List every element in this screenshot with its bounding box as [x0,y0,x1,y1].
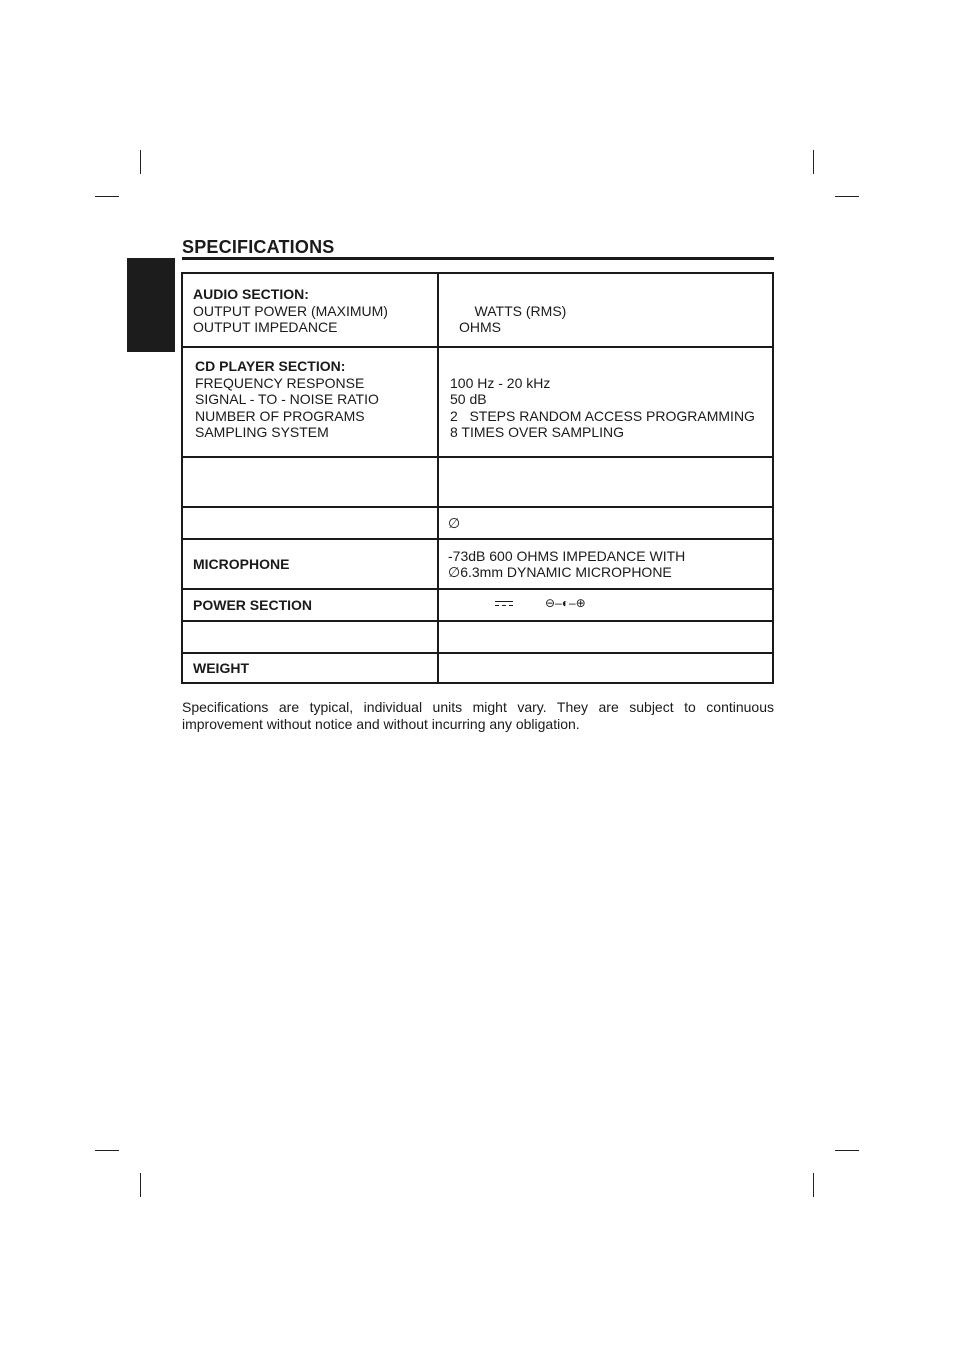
specifications-footnote: Specifications are typical, individual units might vary. They are subject to continuous improvement without notice and without incurring any obligation. [182,699,774,732]
title-underline [182,257,774,260]
crop-mark-top-left-vertical [140,150,141,174]
microphone-values [448,548,685,581]
specifications-table [181,272,774,684]
audio-label-output-impedance: OUTPUT IMPEDANCE [193,319,338,335]
cd-value-number-of-programs: 2 STEPS RANDOM ACCESS PROGRAMMING [450,407,755,424]
cd-labels [195,358,379,441]
phones-value: ∅ [448,515,461,531]
crop-mark-bottom-left-vertical [140,1173,141,1197]
language-side-tab [127,258,175,352]
crop-mark-top-right-horizontal [835,196,859,197]
crop-mark-top-right-vertical [813,150,814,174]
crop-mark-bottom-right-vertical [813,1173,814,1197]
crop-mark-top-left-horizontal [95,196,119,197]
cd-value-signal-to-noise: 50 dB [450,391,487,407]
row-blank [183,458,772,508]
row-weight [183,654,772,684]
audio-label-output-power: OUTPUT POWER (MAXIMUM) [193,302,388,319]
row-audio-section [183,274,772,348]
power-section-label: POWER SECTION [193,597,313,613]
row-cd-player-section [183,348,772,458]
microphone-value-impedance: -73dB 600 OHMS IMPEDANCE WITH [448,547,686,564]
dc-current-icon [495,601,513,609]
row-dimensions [183,622,772,654]
cd-label-sampling-system: SAMPLING SYSTEM [195,424,329,440]
row-power-section [183,590,772,622]
cd-value-frequency-response: 100 Hz - 20 kHz [450,374,551,391]
audio-values [459,303,566,336]
cd-values [450,375,755,441]
weight-label: WEIGHT [193,660,249,676]
cd-label-signal-to-noise: SIGNAL - TO - NOISE RATIO [195,391,379,407]
microphone-label: MICROPHONE [193,556,290,572]
polarity-icon: ⊖–◐–⊕ [545,596,586,610]
audio-heading: AUDIO SECTION: [193,286,309,302]
crop-mark-bottom-right-horizontal [835,1150,859,1151]
cd-label-number-of-programs: NUMBER OF PROGRAMS [195,407,365,424]
row-phones [183,508,772,540]
audio-value-output-impedance: OHMS [459,319,501,335]
row-microphone [183,540,772,590]
crop-mark-bottom-left-horizontal [95,1150,119,1151]
cd-heading: CD PLAYER SECTION: [195,358,346,374]
audio-labels [193,286,388,336]
cd-label-frequency-response: FREQUENCY RESPONSE [195,374,365,391]
page-title: SPECIFICATIONS [182,237,335,257]
cd-value-sampling-system: 8 TIMES OVER SAMPLING [450,424,625,440]
microphone-value-type: ∅6.3mm DYNAMIC MICROPHONE [448,564,672,580]
audio-value-output-power: WATTS (RMS) [459,302,567,319]
